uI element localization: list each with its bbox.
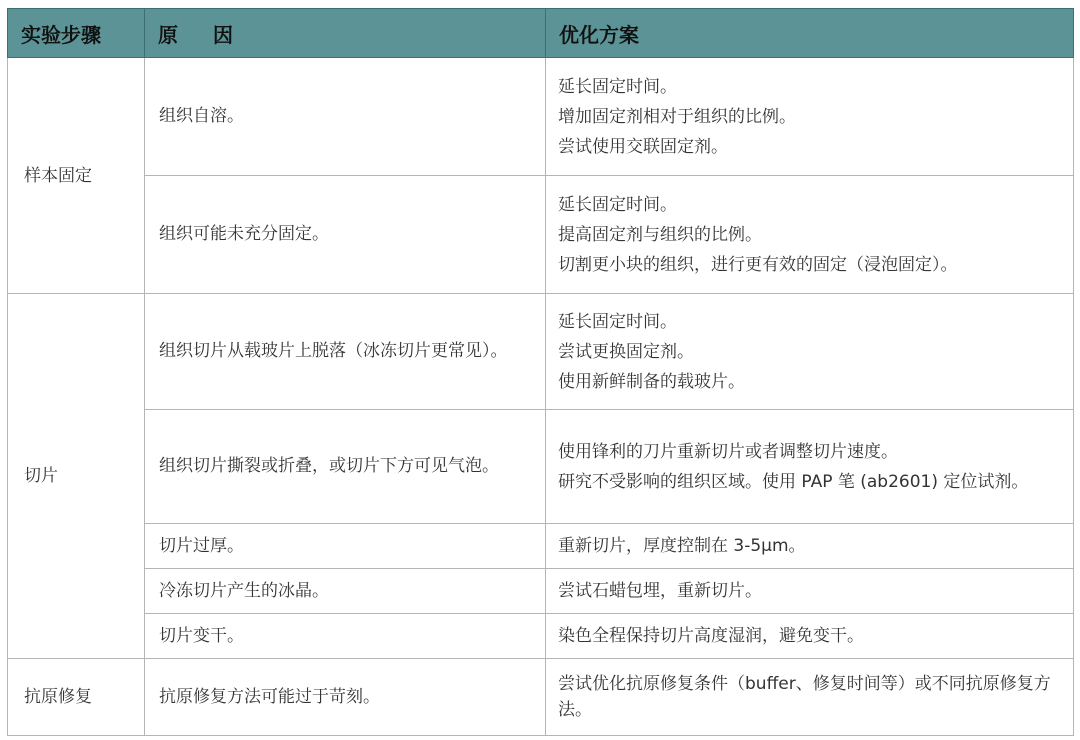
solution-line: 重新切片，厚度控制在 3-5μm。 bbox=[558, 536, 806, 556]
reason-cell bbox=[145, 614, 546, 659]
reason-cell bbox=[145, 659, 546, 736]
solution-line: 尝试更换固定剂。 bbox=[558, 341, 694, 362]
solution-cell bbox=[546, 176, 1074, 294]
solution-line: 尝试石蜡包埋，重新切片。 bbox=[558, 581, 762, 601]
solution-line: 提高固定剂与组织的比例。 bbox=[558, 224, 762, 245]
solution-line: 染色全程保持切片高度湿润，避免变干。 bbox=[558, 626, 864, 646]
reason-text: 组织切片撕裂或折叠，或切片下方可见气泡。 bbox=[159, 456, 499, 476]
solution-cell bbox=[546, 410, 1074, 524]
solution-cell bbox=[546, 58, 1074, 176]
table-row bbox=[8, 569, 1074, 614]
step-cell: 样本固定 bbox=[8, 58, 145, 294]
reason-cell bbox=[145, 569, 546, 614]
header-solution: 优化方案 bbox=[546, 9, 1074, 58]
solution-line: 尝试优化抗原修复条件（buffer、修复时间等）或不同抗原修复方法。 bbox=[558, 674, 1051, 720]
solution-line: 研究不受影响的组织区域。使用 PAP 笔 (ab2601) 定位试剂。 bbox=[558, 471, 1029, 492]
reason-text: 组织可能未充分固定。 bbox=[159, 224, 329, 244]
table-row bbox=[8, 294, 1074, 410]
reason-cell bbox=[145, 58, 546, 176]
reason-text: 组织切片从载玻片上脱落（冰冻切片更常见）。 bbox=[159, 341, 508, 361]
step-cell: 抗原修复 bbox=[8, 659, 145, 736]
reason-text: 切片变干。 bbox=[159, 625, 244, 646]
solution-line: 切割更小块的组织，进行更有效的固定（浸泡固定）。 bbox=[558, 254, 958, 275]
reason-cell bbox=[145, 176, 546, 294]
reason-text: 抗原修复方法可能过于苛刻。 bbox=[159, 686, 380, 707]
header-step: 实验步骤 bbox=[8, 9, 145, 58]
solution-cell bbox=[546, 614, 1074, 659]
reason-text: 冷冻切片产生的冰晶。 bbox=[159, 580, 329, 601]
reason-cell bbox=[145, 524, 546, 569]
solution-line: 使用锋利的刀片重新切片或者调整切片速度。 bbox=[558, 441, 898, 462]
table-row bbox=[8, 176, 1074, 294]
solution-cell bbox=[546, 659, 1074, 736]
reason-text: 组织自溶。 bbox=[159, 106, 244, 126]
solution-line: 延长固定时间。 bbox=[558, 311, 677, 332]
header-reason: 原 因 bbox=[145, 9, 546, 58]
solution-line: 尝试使用交联固定剂。 bbox=[558, 136, 728, 157]
header-row bbox=[8, 9, 1074, 58]
step-cell: 切片 bbox=[8, 294, 145, 659]
solution-line: 使用新鲜制备的载玻片。 bbox=[558, 371, 745, 392]
troubleshooting-table bbox=[7, 8, 1074, 736]
reason-cell bbox=[145, 410, 546, 524]
solution-cell bbox=[546, 569, 1074, 614]
table-row bbox=[8, 614, 1074, 659]
solution-cell bbox=[546, 294, 1074, 410]
solution-line: 增加固定剂相对于组织的比例。 bbox=[558, 106, 796, 127]
solution-cell bbox=[546, 524, 1074, 569]
reason-cell bbox=[145, 294, 546, 410]
reason-text: 切片过厚。 bbox=[159, 535, 244, 556]
solution-line: 延长固定时间。 bbox=[558, 76, 677, 97]
table-row bbox=[8, 524, 1074, 569]
table-row bbox=[8, 58, 1074, 176]
solution-line: 延长固定时间。 bbox=[558, 194, 677, 215]
table-row bbox=[8, 410, 1074, 524]
table-row bbox=[8, 659, 1074, 736]
